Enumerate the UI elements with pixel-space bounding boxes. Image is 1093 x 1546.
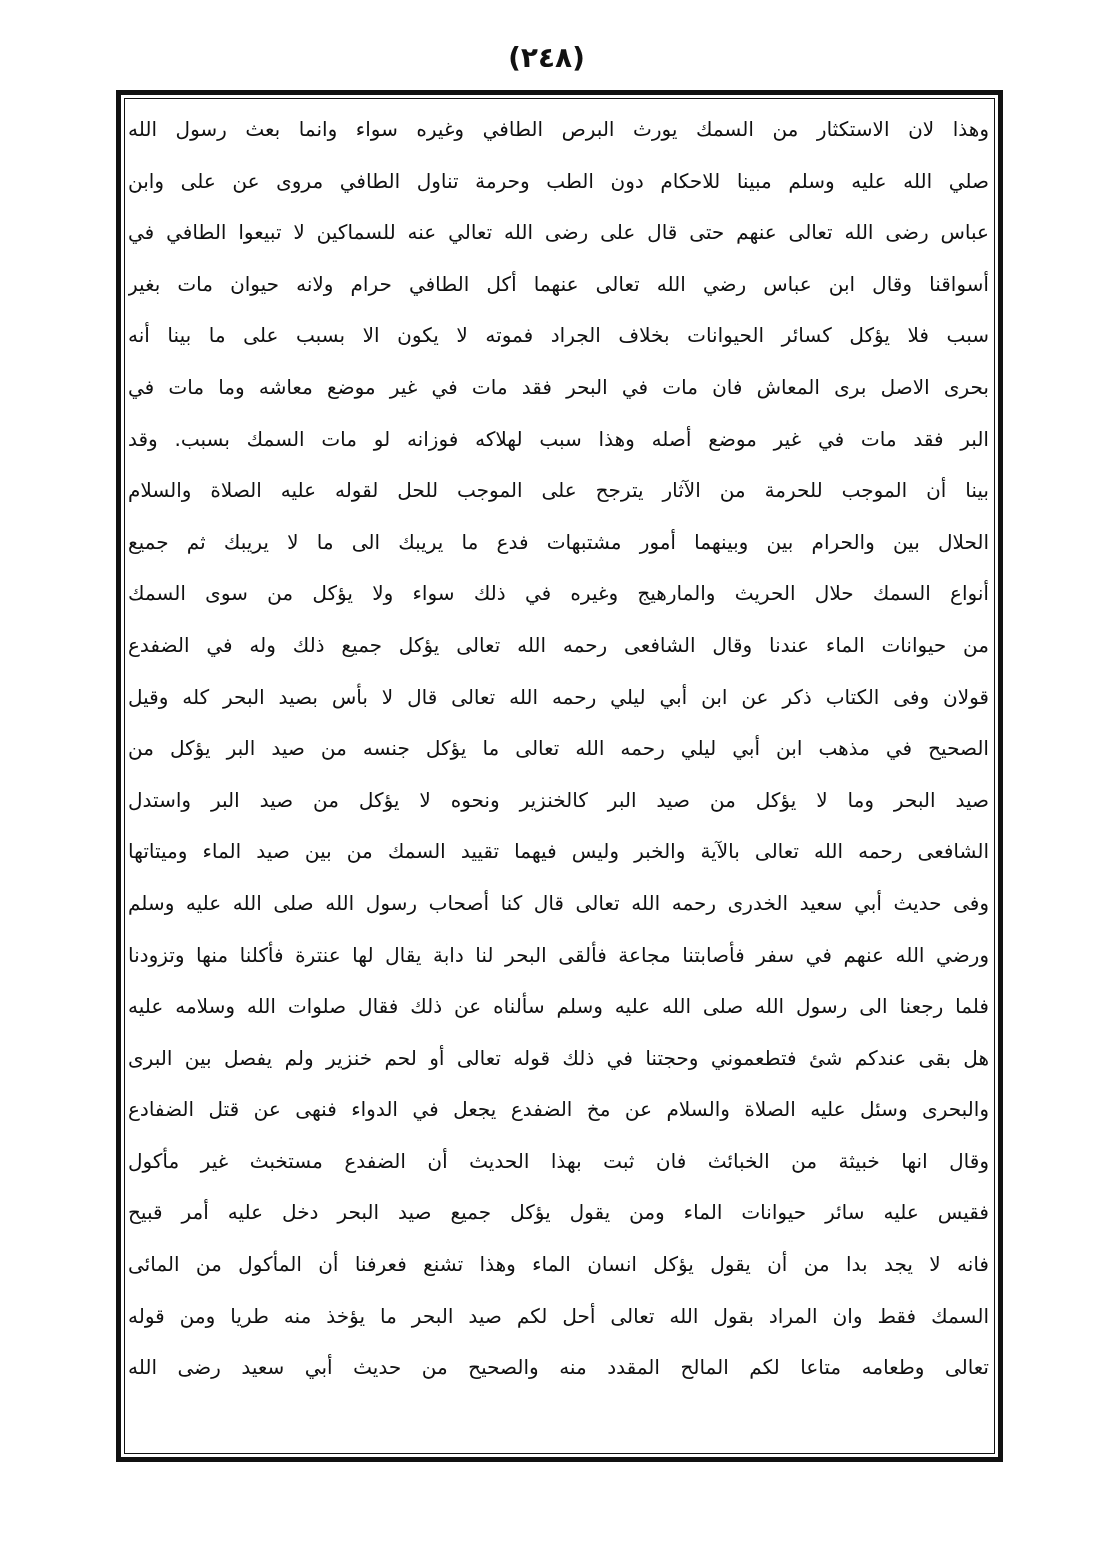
text-line: صيد البحر وما لا يؤكل من صيد البر كالخنزير ونحوه لا يؤكل من صيد البر واستدل — [128, 787, 989, 812]
text-line: الشافعى رحمه الله تعالى بالآية والخبر وليس فيهما تقييد السمك من بين صيد الماء وميتاتها — [128, 839, 989, 864]
text-line: بينا أن الموجب للحرمة من الآثار يترجح على الموجب للحل لقوله عليه الصلاة والسلام — [128, 478, 989, 503]
text-line: الصحيح في مذهب ابن أبي ليلي رحمه الله تعالى ما يؤكل جنسه من صيد البر يؤكل من — [128, 736, 989, 761]
text-line: فقيس عليه سائر حيوانات الماء ومن يقول يؤكل جميع صيد البحر دخل عليه أمر قبيح — [128, 1200, 989, 1225]
page-number: (٢٤٨) — [508, 41, 585, 74]
text-line: البر فقد مات في غير موضع أصله وهذا سبب لهلاكه فوزانه لو مات السمك بسبب. وقد — [128, 426, 989, 451]
text-line: ورضي الله عنهم في سفر فأصابتنا مجاعة فألقى البحر لنا دابة يقال لها عنترة فأكلنا منها وتزودنا — [128, 942, 989, 967]
text-line: فانه لا يجد بدا من أن يقول يؤكل انسان الماء وهذا تشنع فعرفنا أن المأكول من المائى — [128, 1252, 989, 1277]
body-text — [128, 104, 989, 1394]
text-line: وهذا لان الاستكثار من السمك يورث البرص الطافي وغيره سواء وانما بعث رسول الله — [128, 117, 989, 141]
text-line: والبحرى وسئل عليه الصلاة والسلام عن مخ الضفدع يجعل في الدواء فنهى عن قتل الضفادع — [128, 1097, 989, 1122]
text-line: سبب فلا يؤكل كسائر الحيوانات بخلاف الجراد فموته لا يكون الا بسبب على ما بينا أنه — [128, 323, 989, 348]
text-line: السمك فقط وان المراد بقول الله تعالى أحل لكم صيد البحر ما يؤخذ منه طريا ومن قوله — [128, 1303, 989, 1328]
text-line: أسواقنا وقال ابن عباس رضي الله تعالى عنهما أكل الطافي حرام ولانه حيوان مات بغير — [128, 271, 989, 296]
text-line: عباس رضى الله تعالى عنهم حتى قال على رضى الله تعالي عنه للسماكين لا تبيعوا الطافي في — [128, 220, 989, 245]
text-line: قولان وفى الكتاب ذكر عن ابن أبي ليلي رحمه الله تعالى قال لا بأس بصيد البحر كله وقيل — [128, 684, 989, 709]
text-line: صلي الله عليه وسلم مبينا للاحكام دون الطب وحرمة تناول الطافي مروى عن على وابن — [128, 168, 989, 193]
text-line: وقال انها خبيثة من الخبائث فان ثبت بهذا الحديث أن الضفدع مستخبث غير مأكول — [128, 1148, 989, 1173]
text-line: فلما رجعنا الى رسول الله صلى الله عليه وسلم سألناه عن ذلك فقال صلوات الله وسلامه عليه — [128, 994, 989, 1019]
text-line: هل بقى عندكم شئ فتطعموني وحجتنا في ذلك قوله تعالى أو لحم خنزير ولم يفصل بين البرى — [128, 1045, 989, 1070]
text-line: بحرى الاصل برى المعاش فان مات في البحر فقد مات في غير موضع معاشه وما مات في — [128, 374, 989, 399]
text-line: وفى حديث أبي سعيد الخدرى رحمه الله تعالى قال كنا أصحاب رسول الله صلى الله عليه وسلم — [128, 890, 989, 915]
text-line: أنواع السمك حلال الحريث والمارهيج وغيره في ذلك سواء ولا يؤكل من سوى السمك — [128, 581, 989, 606]
text-line: الحلال بين والحرام بين وبينهما أمور مشتبهات فدع ما يريبك الى ما لا يريبك ثم جميع — [128, 529, 989, 554]
text-line: تعالى وطعامه متاعا لكم المالح المقدد منه والصحيح من حديث أبي سعيد رضى الله — [128, 1355, 989, 1380]
text-line: من حيوانات الماء عندنا وقال الشافعى رحمه الله تعالى يؤكل جميع ذلك وله في الضفدع — [128, 632, 989, 657]
